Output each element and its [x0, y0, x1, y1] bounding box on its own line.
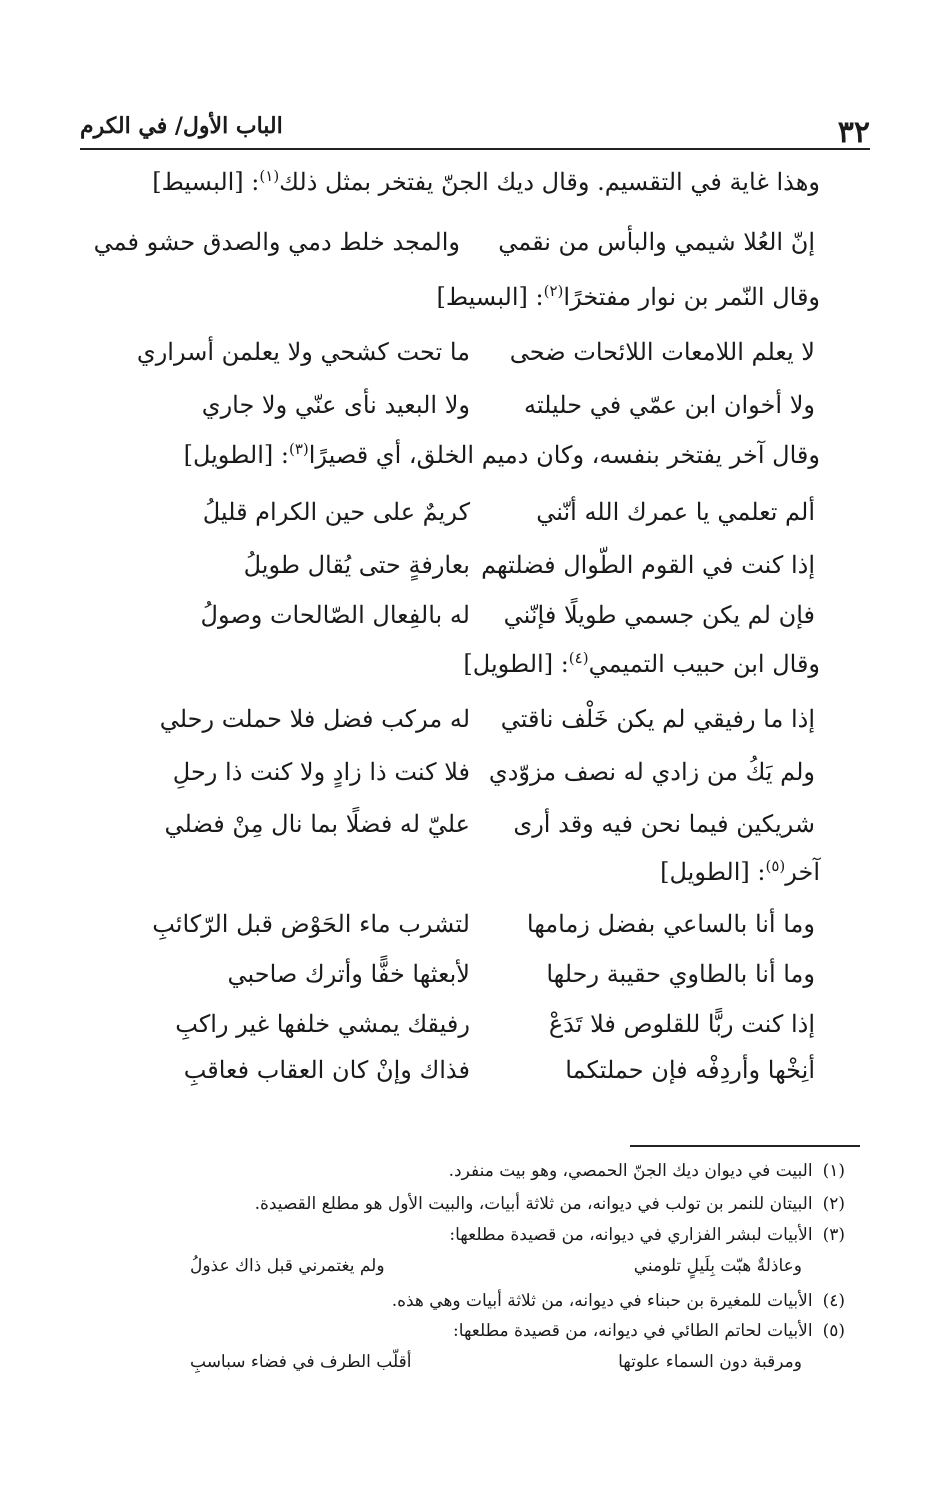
- intro-text: وقال آخر يفتخر بنفسه، وكان دميم الخلق، أي قصيرًا: [308, 441, 820, 469]
- footnote-1: [449, 1163, 845, 1180]
- footnote-number: (٣): [822, 1225, 845, 1245]
- page-header: [80, 103, 870, 150]
- intro-text: آخر: [785, 858, 820, 886]
- footnote-ref: (١): [259, 167, 280, 185]
- verse-3-hemistich-1: ولا أخوان ابن عمّي في حليلته: [524, 391, 815, 419]
- verse-8-hemistich-2: فلا كنت ذا زادٍ ولا كنت ذا رحلِ: [172, 758, 470, 786]
- meter-label: : [الطويل]: [183, 441, 289, 469]
- verse-5-hemistich-1: إذا كنت في القوم الطّوال فضلتهم: [481, 551, 815, 579]
- verse-9-hemistich-1: شريكين فيما نحن فيه وقد أرى: [513, 810, 815, 838]
- verse-13-hemistich-1: أنِخْها وأردِفْه فإن حملتكما: [565, 1056, 815, 1084]
- footnote-2: [255, 1196, 845, 1213]
- footnote-text: الأبيات لحاتم الطائي في ديوانه، من قصيدة مطلعها:: [453, 1321, 813, 1341]
- verse-8-hemistich-1: ولم يَكُ من زادي له نصف مزوّدي: [488, 758, 815, 786]
- footnote-3-verse-hemistich-2: ولم يغتمرني قبل ذاك عذولُ: [190, 1256, 385, 1276]
- footnote-ref: (٤): [568, 649, 589, 667]
- verse-11-hemistich-1: وما أنا بالطاوي حقيبة رحلها: [546, 960, 815, 988]
- footnote-4: [392, 1293, 845, 1310]
- meter-label: : [الطويل]: [463, 650, 569, 678]
- meter-label: : [الطويل]: [660, 858, 766, 886]
- footnote-number: (٢): [822, 1194, 845, 1214]
- verse-11-hemistich-2: لأبعثها خفًّا وأترك صاحبي: [227, 960, 470, 988]
- footnote-text: الأبيات للمغيرة بن حبناء في ديوانه، من ثلاثة أبيات وهي هذه.: [391, 1291, 813, 1311]
- verse-1-hemistich-2: والمجد خلط دمي والصدق حشو فمي: [93, 228, 460, 256]
- intro-line-3: [183, 440, 820, 469]
- footnote-number: (٥): [822, 1321, 845, 1341]
- intro-line-4: [463, 649, 820, 678]
- verse-3-hemistich-2: ولا البعيد نأى عنّي ولا جاري: [201, 391, 470, 419]
- intro-text: وقال ابن حبيب التميمي: [588, 650, 820, 678]
- verse-10-hemistich-2: لتشرب ماء الحَوْض قبل الرّكائبِ: [152, 910, 470, 938]
- header-rule: [80, 148, 870, 150]
- verse-5-hemistich-2: بعارفةٍ حتى يُقال طويلُ: [243, 551, 470, 579]
- footnote-5-verse-hemistich-2: أقلّب الطرف في فضاء سباسبِ: [190, 1352, 412, 1372]
- intro-text: وهذا غاية في التقسيم. وقال ديك الجنّ يفتخر بمثل ذلك: [279, 168, 820, 196]
- footnote-ref: (٥): [765, 857, 786, 875]
- intro-line-1: [152, 167, 820, 196]
- verse-12-hemistich-1: إذا كنت ربًّا للقلوص فلا تَدَعْ: [548, 1010, 815, 1038]
- footnote-text: البيت في ديوان ديك الجنّ الحمصي، وهو بيت منفرد.: [448, 1161, 813, 1181]
- intro-line-5: [660, 857, 820, 886]
- intro-text: وقال النّمر بن نوار مفتخرًا: [563, 283, 820, 311]
- footnote-5-verse-hemistich-1: ومرقبة دون السماء علوتها: [618, 1352, 802, 1372]
- verse-6-hemistich-1: فإن لم يكن جسمي طويلًا فإنّني: [503, 601, 815, 629]
- verse-9-hemistich-2: عليّ له فضلًا بما نال مِنْ فضلي: [164, 810, 470, 838]
- footnote-text: البيتان للنمر بن تولب في ديوانه، من ثلاثة أبيات، والبيت الأول هو مطلع القصيدة.: [254, 1194, 813, 1214]
- meter-label: : [البسيط]: [436, 283, 544, 311]
- verse-4-hemistich-2: كريمٌ على حين الكرام قليلُ: [202, 498, 470, 526]
- footnote-text: الأبيات لبشر الفزاري في ديوانه، من قصيدة مطلعها:: [449, 1225, 813, 1245]
- verse-13-hemistich-2: فذاك وإنْ كان العقاب فعاقبِ: [183, 1056, 470, 1084]
- verse-6-hemistich-2: له بالفِعال الصّالحات وصولُ: [200, 601, 470, 629]
- footnote-number: (١): [822, 1161, 845, 1181]
- verse-4-hemistich-1: ألم تعلمي يا عمرك الله أنّني: [536, 498, 815, 526]
- footnote-3-verse-hemistich-1: وعاذلةٌ هبّت بِلَيلٍ تلومني: [633, 1256, 802, 1276]
- footnote-rule: [630, 1145, 860, 1147]
- verse-7-hemistich-1: إذا ما رفيقي لم يكن خَلْف ناقتي: [500, 705, 815, 733]
- verse-7-hemistich-2: له مركب فضل فلا حملت رحلي: [159, 705, 470, 733]
- verse-2-hemistich-1: لا يعلم اللامعات اللائحات ضحى: [509, 338, 815, 366]
- verse-10-hemistich-1: وما أنا بالساعي بفضل زمامها: [526, 910, 815, 938]
- footnote-number: (٤): [822, 1291, 845, 1311]
- verse-2-hemistich-2: ما تحت كشحي ولا يعلمن أسراري: [136, 338, 470, 366]
- meter-label: : [البسيط]: [152, 168, 260, 196]
- intro-line-2: [436, 282, 820, 311]
- footnote-5: [453, 1323, 845, 1340]
- footnote-ref: (٣): [288, 440, 309, 458]
- verse-1-hemistich-1: إنّ العُلا شيمي والبأس من نقمي: [498, 228, 815, 256]
- verse-12-hemistich-2: رفيقك يمشي خلفها غير راكبِ: [175, 1010, 470, 1038]
- running-title: الباب الأول/ في الكرم: [80, 113, 283, 139]
- page-number: ٣٢: [837, 115, 870, 150]
- footnote-ref: (٢): [543, 282, 564, 300]
- footnote-3: [449, 1227, 845, 1244]
